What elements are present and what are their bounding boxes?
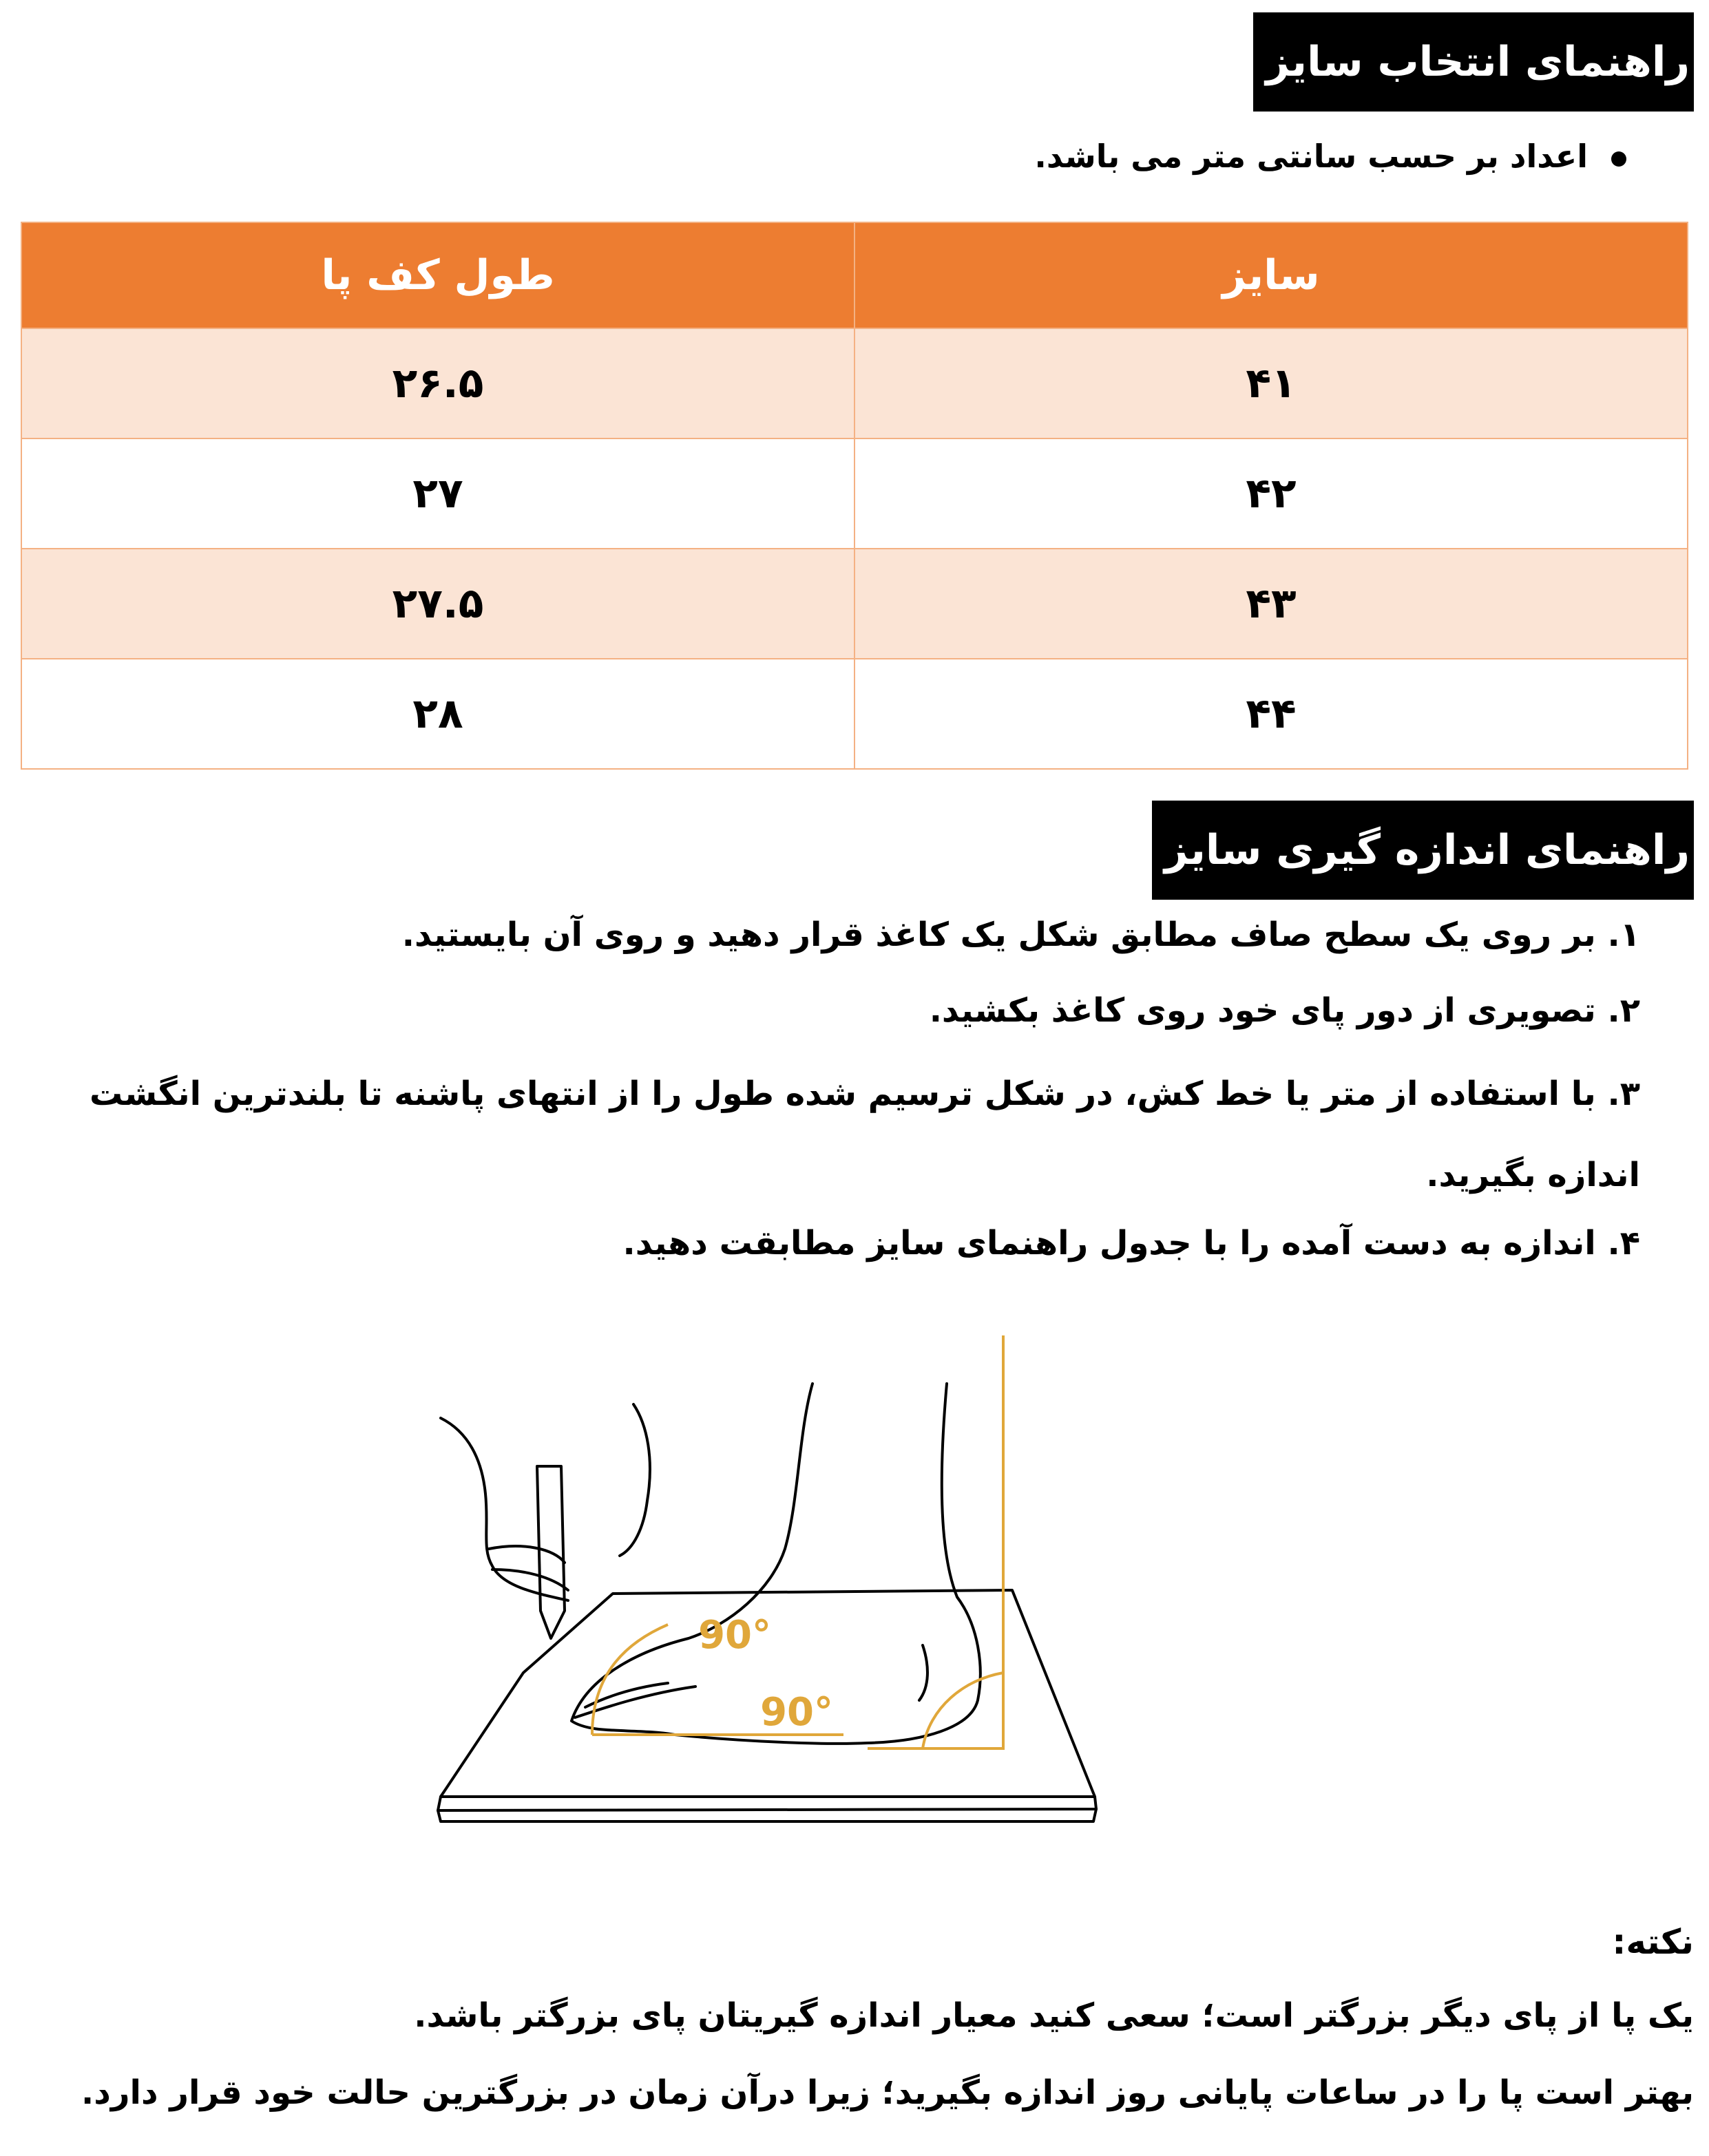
size-guide-title: راهنمای انتخاب سایز	[1253, 12, 1694, 112]
angle-label-heel: 90°	[760, 1690, 833, 1735]
paper-layer	[438, 1797, 1096, 1810]
cell-length: ۲۷	[21, 438, 854, 549]
measure-guide-title: راهنمای اندازه گیری سایز	[1152, 801, 1694, 900]
table-row	[21, 328, 1688, 438]
heel-arc	[923, 1673, 1003, 1748]
cell-size: ۴۲	[854, 438, 1688, 549]
cell-length: ۲۶.۵	[21, 328, 854, 438]
step-2: ۲. تصویری از دور پای خود روی کاغذ بکشید.	[929, 991, 1640, 1030]
ankle-line	[919, 1645, 927, 1700]
toe-arc	[592, 1625, 668, 1735]
note-title: نکته:	[1612, 1922, 1694, 1962]
cell-length: ۲۸	[21, 659, 854, 769]
heel-ruler	[868, 1335, 1003, 1748]
hand-finger	[489, 1546, 565, 1563]
cell-length: ۲۷.۵	[21, 549, 854, 659]
header-size: سایز	[854, 222, 1688, 328]
header-foot-length: طول کف پا	[21, 222, 854, 328]
angle-label-toe: 90°	[698, 1613, 771, 1658]
cell-size: ۴۳	[854, 549, 1688, 659]
table-header-row	[21, 222, 1688, 328]
cell-size: ۴۴	[854, 659, 1688, 769]
step-1: ۱. بر روی یک سطح صاف مطابق شکل یک کاغذ قرار دهید و روی آن بایستید.	[401, 916, 1640, 954]
table-row	[21, 549, 1688, 659]
unit-note	[1034, 138, 1626, 175]
step-3: ۳. با استفاده از متر یا خط کش، در شکل ترسیم شده طول را از انتهای پاشنه تا بلندترین انگشت اندازه بگیرید.	[90, 1075, 1640, 1194]
hand-outline	[441, 1418, 568, 1600]
hand-thumb	[620, 1404, 650, 1556]
step-4: ۴. اندازه به دست آمده را با جدول راهنمای سایز مطابقت دهید.	[622, 1224, 1640, 1262]
cell-size: ۴۱	[854, 328, 1688, 438]
table-row	[21, 659, 1688, 769]
bullet-icon	[1611, 151, 1626, 167]
note-line-1: یک پا از پای دیگر بزرگتر است؛ سعی کنید معیار اندازه گیریتان پای بزرگتر باشد.	[414, 1996, 1694, 2035]
table-row	[21, 438, 1688, 549]
note-line-2: بهتر است پا را در ساعات پایانی روز اندازه بگیرید؛ زیرا درآن زمان در بزرگترین حالت خود قرار دارد.	[81, 2073, 1694, 2112]
unit-note-text: اعداد بر حسب سانتی متر می باشد.	[1034, 138, 1588, 175]
size-table	[21, 222, 1688, 770]
foot-measuring-illustration	[386, 1322, 1143, 1872]
